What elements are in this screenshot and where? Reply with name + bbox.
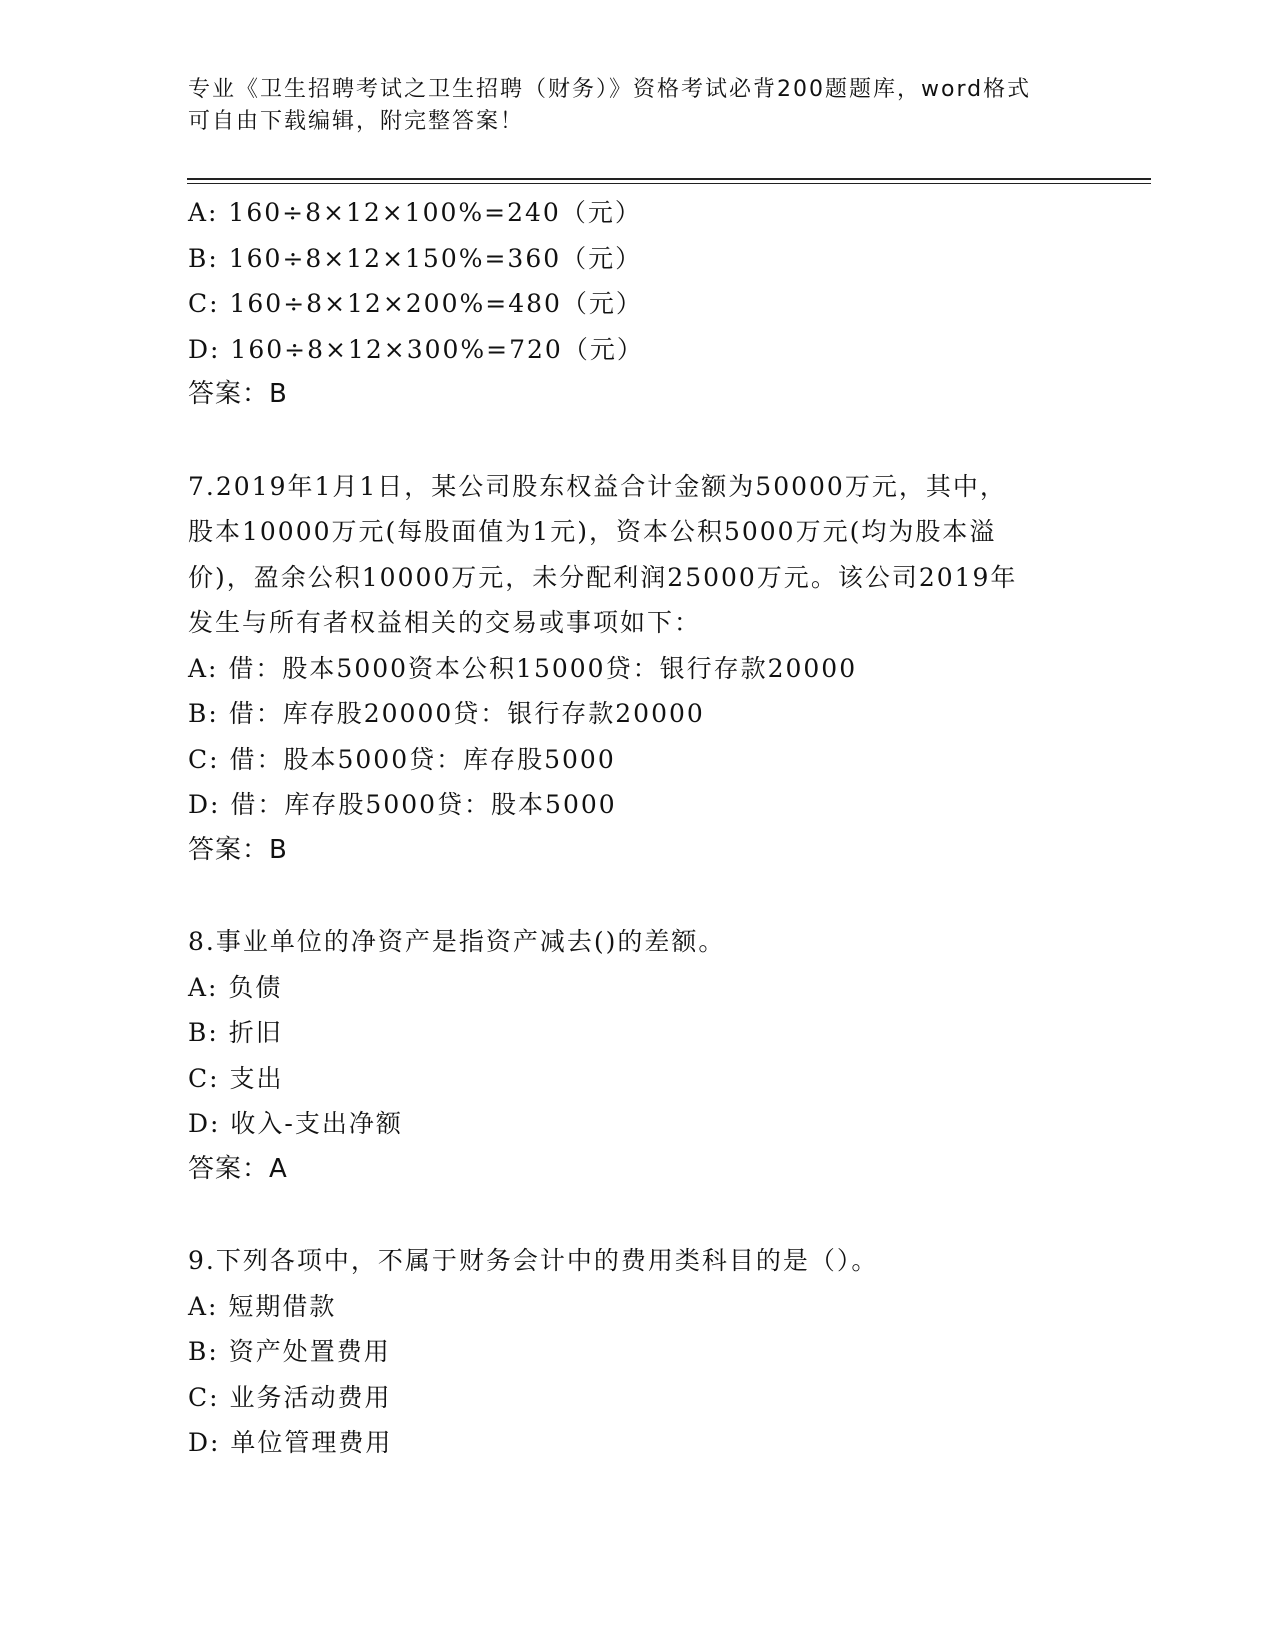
header-rule-thin [187,183,1151,184]
question-list [188,190,1088,1466]
spacer [188,873,1088,919]
header-rule [187,178,1151,180]
question-stem-line: 7.2019年1月1日，某公司股东权益合计金额为50000万元，其中， [188,471,1007,501]
option-c: C: 业务活动费用 [188,1382,392,1412]
option-a: A: 160÷8×12×100%=240（元） [188,198,642,227]
option-c: C: 160÷8×12×200%=480（元） [188,289,643,318]
question-9 [188,1238,1088,1466]
question-stem-line: 发生与所有者权益相关的交易或事项如下： [188,608,702,637]
option-b: B: 借：库存股20000贷：银行存款20000 [188,699,705,728]
question-stem-line: 价)，盈余公积10000万元，未分配利润25000万元。该公司2019年 [188,562,1018,592]
option-d: D: 160÷8×12×300%=720（元） [188,334,644,364]
question-stem: 8.事业单位的净资产是指资产减去()的差额。 [188,927,726,956]
answer: 答案：B [188,834,288,865]
option-d: D: 借：库存股5000贷：股本5000 [188,790,617,819]
option-a: A: 负债 [188,972,283,1002]
question-6 [188,190,1088,418]
document-header [188,74,1068,138]
option-a: A: 借：股本5000资本公积15000贷：银行存款20000 [188,653,858,683]
option-d: D: 收入-支出净额 [188,1109,403,1138]
option-d: D: 单位管理费用 [188,1428,393,1457]
header-line-2: 可自由下载编辑，附完整答案！ [188,109,525,134]
spacer [188,418,1088,464]
question-8 [188,919,1088,1192]
header-line-1: 专业《卫生招聘考试之卫生招聘（财务）》资格考试必背200题题库，word格式 [188,77,1032,102]
option-a: A: 短期借款 [188,1291,337,1321]
option-c: C: 借：股本5000贷：库存股5000 [188,744,616,774]
answer: 答案：B [188,379,288,409]
option-b: B: 160÷8×12×150%=360（元） [188,243,643,273]
question-stem-line: 股本10000万元(每股面值为1元)，资本公积5000万元(均为股本溢 [188,517,997,546]
question-stem: 9.下列各项中，不属于财务会计中的费用类科目的是（）。 [188,1246,879,1275]
spacer [188,1192,1088,1238]
option-b: B: 折旧 [188,1018,283,1047]
question-7 [188,464,1088,874]
option-c: C: 支出 [188,1063,284,1093]
option-b: B: 资产处置费用 [188,1337,391,1366]
answer: 答案：A [188,1153,288,1184]
